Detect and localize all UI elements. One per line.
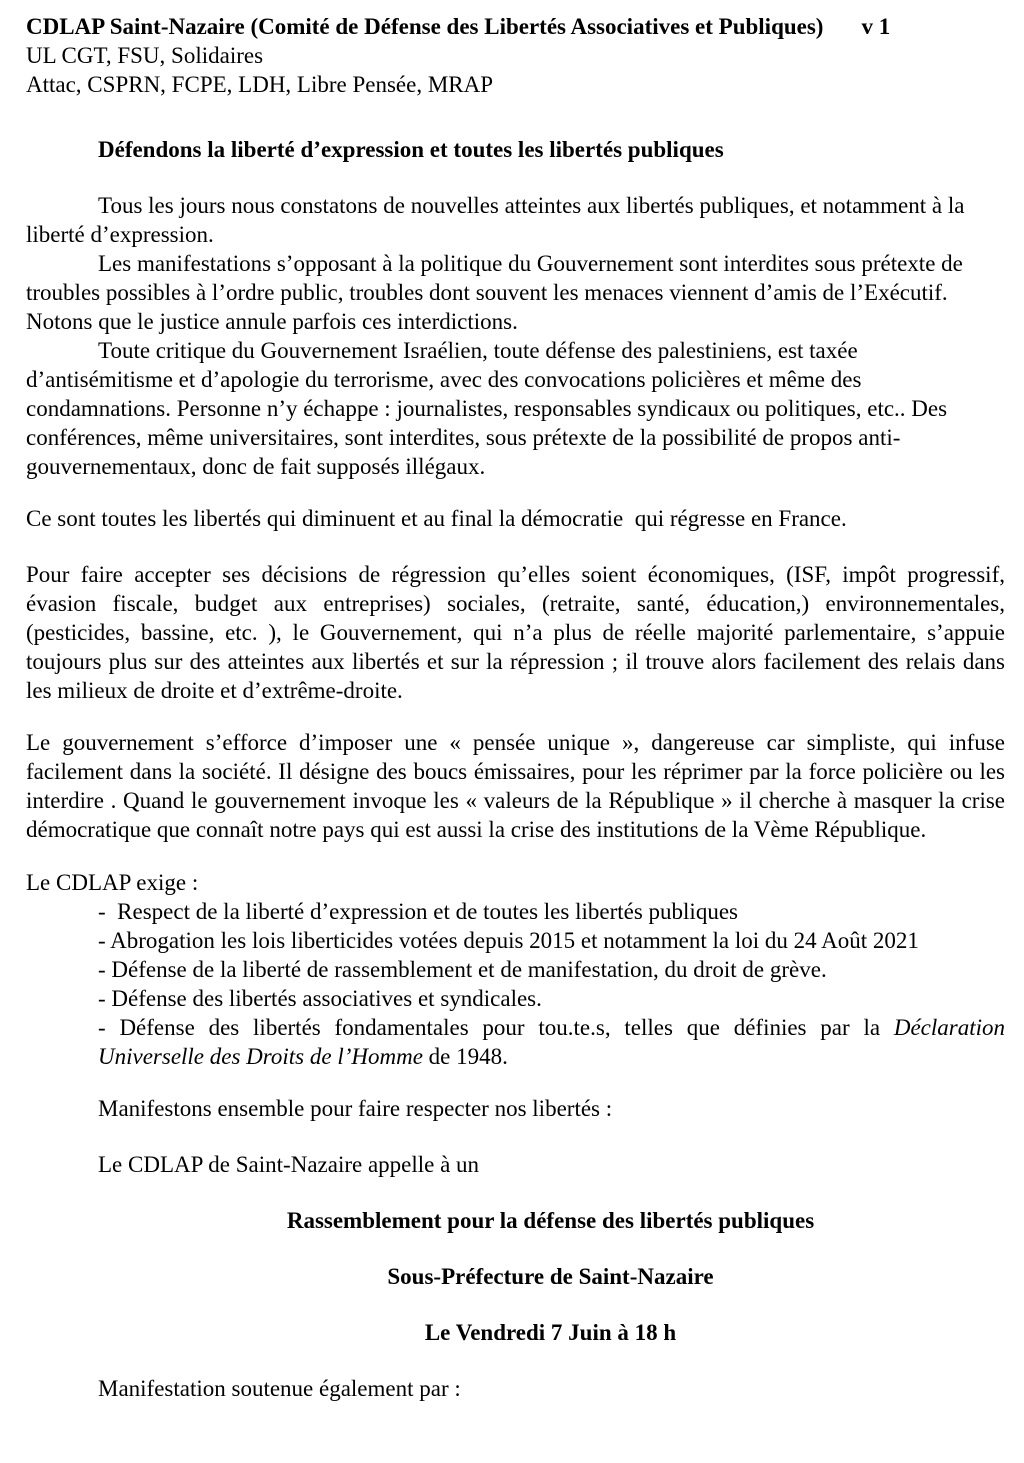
paragraph-critique: Toute critique du Gouvernement Israélien, toute défense des palestiniens, est taxée d’antisémitisme et d’apologie du terrorisme, avec des convocations policières et même des condamnations. Personne n’y échappe : journalistes, responsables syndicaux ou politiques, etc.. Des conférences, même universitaires, sont interdites, sous prétexte de la possibilité de propos anti-gouvernementaux, donc de fait supposés illégaux. (26, 338, 948, 479)
event-datetime: Le Vendredi 7 Juin à 18 h (424, 1320, 677, 1345)
title-line (26, 12, 1005, 41)
demand-text-pre: - Défense des libertés fondamentales pour tou.te.s, telles que définies par la (98, 1015, 894, 1040)
declaration-title-italic: Déclaration Universelle des Droits de l’Homme (98, 1015, 1005, 1069)
document-header (26, 12, 1005, 99)
paragraph-pensee-unique: Le gouvernement s’efforce d’imposer une « pensée unique », dangereuse car simpliste, qui infuse facilement dans la société. Il désigne des boucs émissaires, pour les réprimer par la force policière ou les interdire . Quand le gouvernement invoque les « valeurs de la République » il cherche à masquer la crise démocratique que connaît notre pays qui est aussi la crise des institutions de la Vème République. (26, 730, 1005, 842)
demand-item-abrogation: - Abrogation les lois liberticides votées depuis 2015 et notamment la loi du 24 Août 2021 (98, 928, 919, 953)
orgs-line-1: UL CGT, FSU, Solidaires (26, 43, 264, 68)
version-label: v 1 (861, 14, 891, 39)
paragraph-libertes-diminuent: Ce sont toutes les libertés qui diminuent et au final la démocratie qui régresse en France. (26, 506, 847, 531)
demands-intro: Le CDLAP exige : (26, 870, 199, 895)
event-location: Sous-Préfecture de Saint-Nazaire (387, 1264, 714, 1289)
paragraph-regression: Pour faire accepter ses décisions de régression qu’elles soient économiques, (ISF, impôt progressif, évasion fiscale, budget aux entreprises) sociales, (retraite, santé, éducation,) environnementales, (pesticides, bassine, etc. ), le Gouvernement, qui n’a plus de réelle majorité parlementaire, s’appuie toujours plus sur des atteintes aux libertés et sur la répression ; il trouve alors facilement des relais dans les milieux de droite et d’extrême-droite. (26, 562, 1005, 703)
closing-manifestons: Manifestons ensemble pour faire respecter nos libertés : (98, 1096, 613, 1121)
document-title: CDLAP Saint-Nazaire (Comité de Défense des Libertés Associatives et Publiques) (26, 14, 824, 39)
document-heading: Défendons la liberté d’expression et toutes les libertés publiques (98, 137, 724, 162)
orgs-line-2: Attac, CSPRN, FCPE, LDH, Libre Pensée, MRAP (26, 72, 494, 97)
support-line: Manifestation soutenue également par : (98, 1376, 461, 1401)
demands-section (26, 868, 1005, 1071)
paragraph-manifestations: Les manifestations s’opposant à la politique du Gouvernement sont interdites sous prétexte de troubles possibles à l’ordre public, troubles dont souvent les menaces viennent d’amis de l’Exécutif. Notons que le justice annule parfois ces interdictions. (26, 251, 963, 334)
paragraph-atteintes: Tous les jours nous constatons de nouvelles atteintes aux libertés publiques, et notamment à la liberté d’expression. (26, 193, 965, 247)
demand-text-post: de 1948. (422, 1044, 508, 1069)
demand-item-rassemblement: - Défense de la liberté de rassemblement et de manifestation, du droit de grève. (98, 957, 827, 982)
demand-item-respect: - Respect de la liberté d’expression et de toutes les libertés publiques (98, 899, 738, 924)
demand-item-associatives: - Défense des libertés associatives et syndicales. (98, 986, 542, 1011)
event-title: Rassemblement pour la défense des libertés publiques (286, 1208, 815, 1233)
demand-item-fondamentales (26, 1013, 1005, 1071)
closing-appel: Le CDLAP de Saint-Nazaire appelle à un (98, 1152, 480, 1177)
